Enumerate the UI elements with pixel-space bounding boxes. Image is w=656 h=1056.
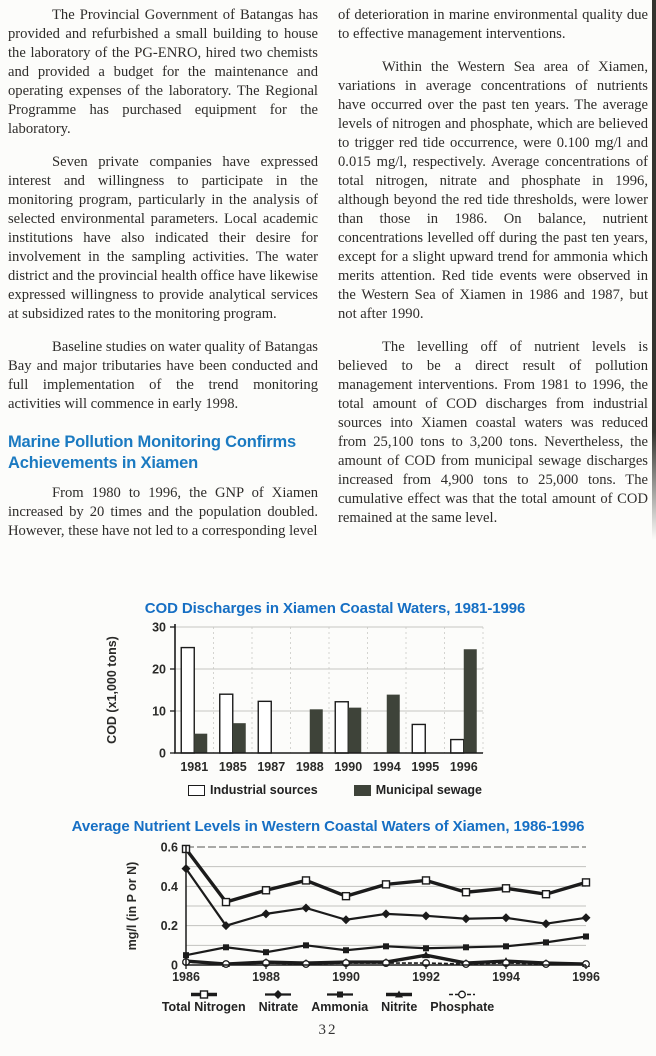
x-tick-label: 1994 [492,970,520,984]
open-circle-marker [543,961,550,968]
x-tick-label: 1995 [411,760,440,774]
legend-label: Nitrate [258,1000,299,1014]
left-column [8,6,318,555]
filled-square-marker [463,944,469,950]
line-chart [26,839,630,987]
line-chart-legend [26,989,630,1014]
filled-diamond-marker [274,990,283,999]
y-axis-label: mg/l (in P or N) [125,861,139,951]
open-square-marker [303,877,310,884]
paragraph: The Provincial Government of Batangas has provided and refurbished a small building to house the laboratory of the PG-ENRO, hired two chemists and provided a budget for the maintenance and operating expenses of the laboratory. The Regional Programme has purchased equipment for the laboratory. [8,7,318,137]
bar-industrial [451,740,464,753]
legend-item [188,783,318,797]
legend-item [162,989,246,1014]
cod-bar-chart-section [100,600,570,797]
open-square-marker [463,889,470,896]
x-tick-label: 1986 [172,970,200,984]
legend-item [311,989,368,1014]
x-tick-label: 1992 [412,970,440,984]
open-square-marker [583,879,590,886]
x-tick-label: 1990 [334,760,363,774]
open-square-marker [543,891,550,898]
open-square-marker [200,991,207,998]
legend-marker-sample [190,989,218,1000]
x-tick-label: 1994 [372,760,401,774]
filled-diamond-marker [302,903,311,912]
filled-diamond-marker [422,911,431,920]
open-square-marker [503,885,510,892]
section-heading: Marine Pollution Monitoring Confirms Achievements in Xiamen [8,433,296,472]
legend-label: Nitrite [381,1000,418,1014]
bar-chart [100,621,570,777]
filled-diamond-marker [342,915,351,924]
filled-diamond-marker [542,919,551,928]
legend-label: Municipal sewage [375,783,482,797]
filled-square-marker [383,943,389,949]
filled-square-marker [223,944,229,950]
legend-marker-sample [448,989,476,1000]
legend-label: Industrial sources [210,783,318,797]
bar-municipal [233,723,246,753]
filled-diamond-marker [502,913,511,922]
open-circle-marker [223,961,230,968]
right-column [338,6,648,555]
filled-square-marker [503,943,509,949]
open-square-marker [343,893,350,900]
bar-industrial [412,724,425,753]
x-tick-label: 1996 [572,970,600,984]
legend-item [381,989,417,1014]
bar-chart-title: COD Discharges in Xiamen Coastal Waters, 1981-1996 [144,600,526,617]
y-tick-label: 10 [152,704,166,719]
x-tick-label: 1988 [252,970,280,984]
x-tick-label: 1990 [332,970,360,984]
bar-municipal [348,708,361,753]
filled-square-marker [543,939,549,945]
filled-diamond-marker [582,913,591,922]
legend-swatch [354,785,371,796]
open-square-marker [383,881,390,888]
y-axis-label: COD (x1,000 tons) [105,636,119,744]
nutrient-line-chart-section [26,818,630,1014]
filled-diamond-marker [462,914,471,923]
x-tick-label: 1987 [257,760,286,774]
y-tick-label: 0 [171,958,178,973]
filled-square-marker [263,949,269,955]
y-tick-label: 0.4 [160,879,178,894]
page-number: 32 [318,1022,338,1038]
line-chart-title: Average Nutrient Levels in Western Coastal Waters of Xiamen, 1986-1996 [71,818,585,835]
legend-item [259,989,299,1014]
filled-square-marker [337,992,343,998]
open-square-marker [263,887,270,894]
open-circle-marker [463,961,470,968]
x-tick-label: 1988 [295,760,324,774]
bar-industrial [220,694,233,753]
legend-label: Ammonia [311,1000,369,1014]
filled-diamond-marker [382,909,391,918]
open-circle-marker [303,961,310,968]
y-tick-label: 0.2 [160,919,178,934]
bar-industrial [335,702,348,753]
bar-municipal [310,709,323,753]
bar-chart-legend [100,783,570,797]
paragraph: Within the Western Sea area of Xiamen, variations in average concentrations of nutrients have occurred over the past ten years. The average levels of nitrogen and phosphate, which are believed to trigger red tide occurrence, were 0.100 mg/l and 0.015 mg/l, respectively. Average concentrations of total nitrogen, nitrate and phosphate in 1996, although beyond the red tide thresholds, were lower than those in 1986. On balance, nutrient concentrations levelled off during the past ten years, except for a slight upward trend for ammonia which merits attention. Red tide events were observed in the Western Sea of Xiamen in 1986 and 1987, but not after 1990. [338,59,648,322]
x-tick-label: 1985 [218,760,247,774]
legend-swatch [188,785,205,796]
paragraph: Seven private companies have expressed interest and willingness to participate in the monitoring program, particularly in the analysis of selected environmental parameters. Local academic institutions have also indicated their desire for involvement in the sampling activities. The water district and the provincial health office have likewise expressed willingness to provide analytical services at subsidized rates to the monitoring program. [8,154,318,322]
filled-square-marker [343,947,349,953]
y-tick-label: 20 [152,662,166,677]
series-line-total-nitrogen [186,849,586,902]
legend-label: Total Nitrogen [161,1000,246,1014]
filled-square-marker [303,942,309,948]
open-circle-marker [459,991,466,998]
bar-municipal [387,695,400,753]
bar-industrial [181,648,194,753]
filled-square-marker [583,933,589,939]
y-tick-label: 0 [159,746,166,761]
paragraph: of deterioration in marine environmental quality due to effective management interventions. [338,7,648,42]
scan-edge-artifact [652,0,656,540]
legend-label: Phosphate [430,1000,495,1014]
filled-square-marker [423,945,429,951]
bar-industrial [258,701,271,753]
y-tick-label: 30 [152,621,166,635]
x-tick-label: 1996 [449,760,478,774]
x-tick-label: 1981 [180,760,209,774]
paragraph: From 1980 to 1996, the GNP of Xiamen increased by 20 times and the population doubled. However, these have not led to a corresponding level [8,485,318,539]
open-square-marker [423,877,430,884]
bar-municipal [194,734,207,753]
legend-item [430,989,494,1014]
y-tick-label: 0.6 [160,840,178,855]
legend-marker-sample [326,989,354,1000]
bar-municipal [464,649,477,753]
legend-marker-sample [385,989,413,1000]
filled-diamond-marker [262,909,271,918]
paragraph: The levelling off of nutrient levels is believed to be a direct result of pollution management interventions. From 1981 to 1996, the total amount of COD discharges from industrial sources into Xiamen coastal waters was reduced from 25,100 tons to 3,200 tons. Nevertheless, the amount of COD from municipal sewage discharges increased from 4,900 tons to 25,000 tons. The cumulative effect was that the total amount of COD remained at the same level. [338,339,648,526]
two-column-text [8,6,648,555]
paragraph: Baseline studies on water quality of Batangas Bay and major tributaries have been conducted and full implementation of the trend monitoring activities will commence in early 1998. [8,339,318,412]
legend-item [354,783,482,797]
open-square-marker [223,899,230,906]
legend-marker-sample [264,989,292,1000]
